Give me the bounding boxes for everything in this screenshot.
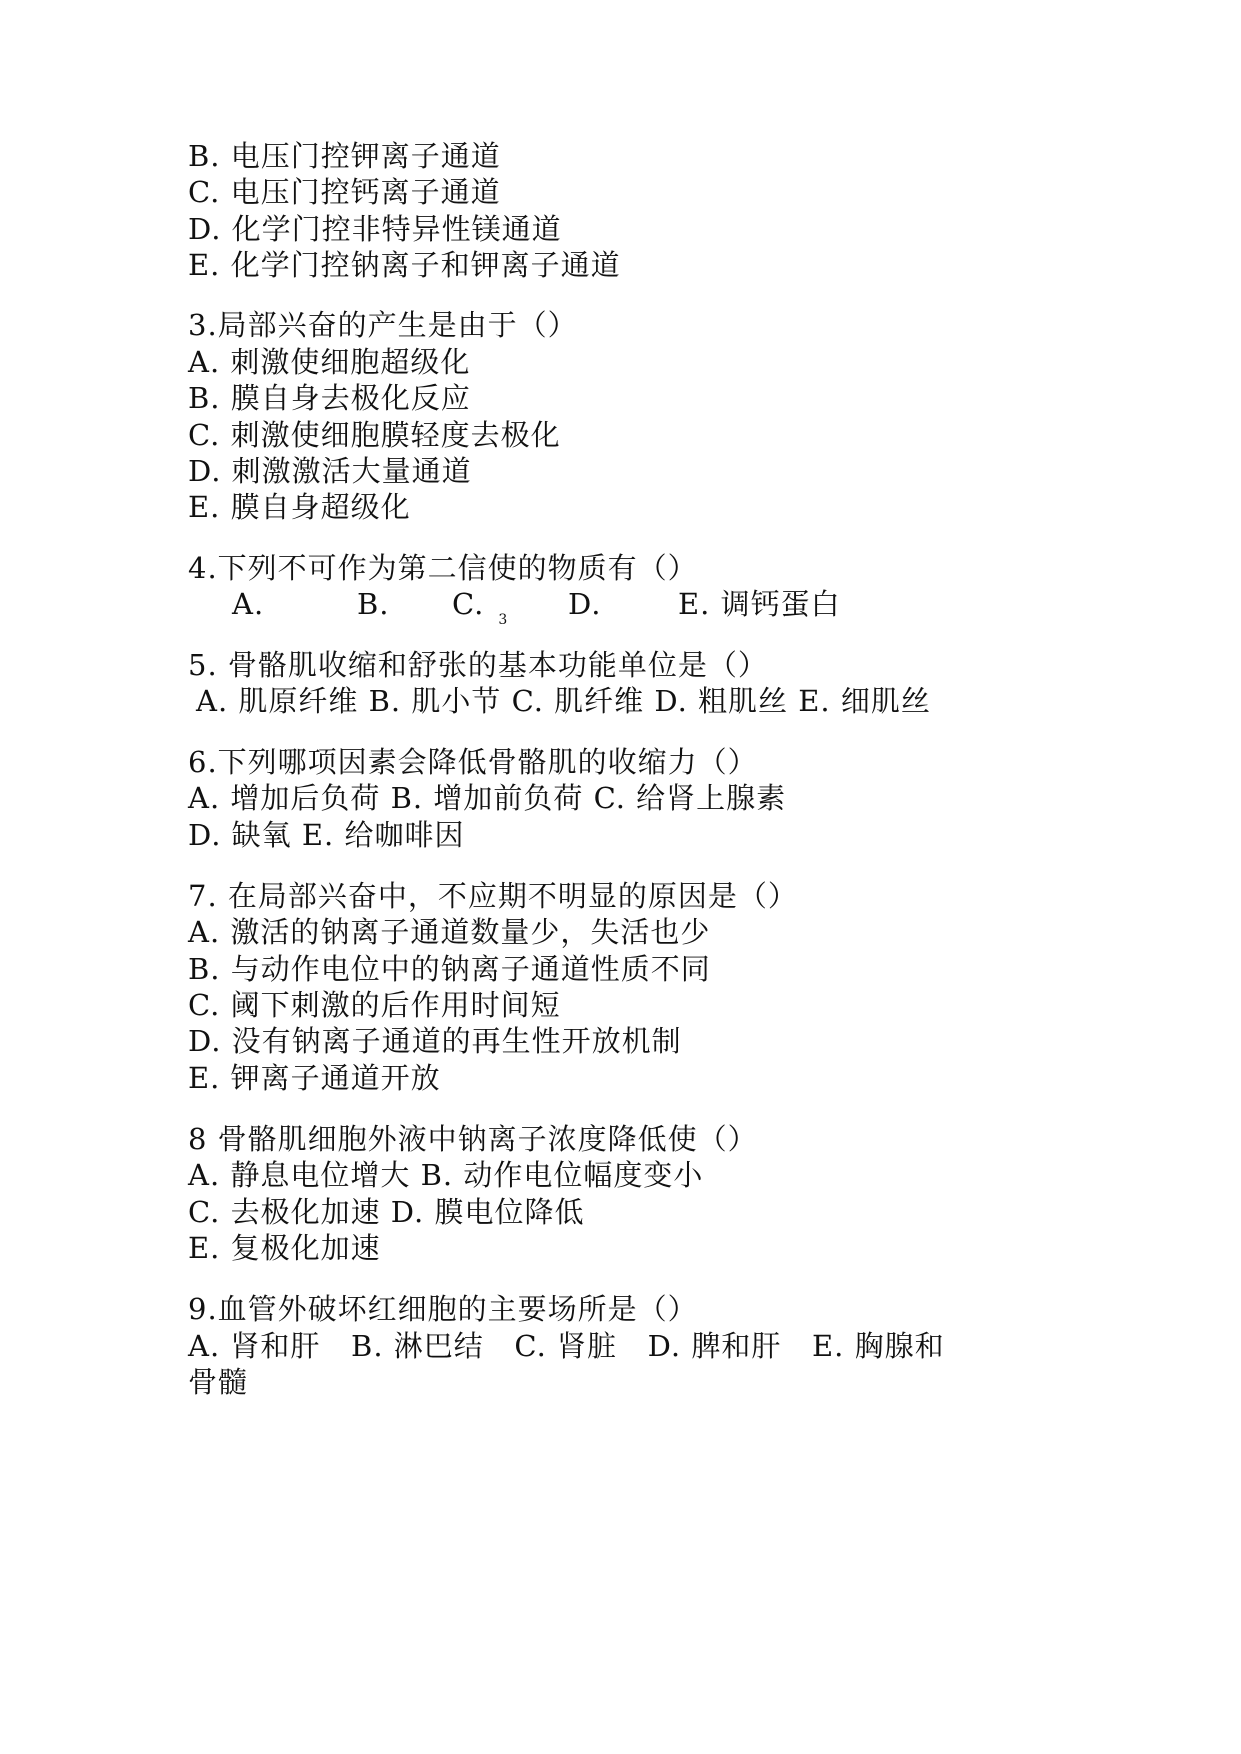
q4-options-row xyxy=(0,584,1241,628)
q9-options-line1: A. 肾和肝 B. 淋巴结 C. 肾脏 D. 脾和肝 E. 胸腺和 xyxy=(188,1329,945,1363)
q3-option-b: B. 膜自身去极化反应 xyxy=(188,381,471,415)
q7-option-b: B. 与动作电位中的钠离子通道性质不同 xyxy=(188,952,711,986)
q2-option-c: C. 电压门控钙离子通道 xyxy=(188,175,501,209)
q5-stem: 5. 骨骼肌收缩和舒张的基本功能单位是（） xyxy=(188,648,768,682)
q9-options-line2: 骨髓 xyxy=(188,1365,249,1399)
q9-stem: 9.血管外破坏红细胞的主要场所是（） xyxy=(188,1292,698,1326)
q7-option-e: E. 钾离子通道开放 xyxy=(188,1061,441,1095)
q8-options-line3: E. 复极化加速 xyxy=(188,1231,381,1265)
q8-options-line2: C. 去极化加速 D. 膜电位降低 xyxy=(188,1195,585,1229)
q3-option-d: D. 刺激激活大量通道 xyxy=(188,454,472,488)
q7-option-c: C. 阈下刺激的后作用时间短 xyxy=(188,988,561,1022)
q7-option-a: A. 激活的钠离子通道数量少，失活也少 xyxy=(188,915,711,949)
q7-stem: 7. 在局部兴奋中，不应期不明显的原因是（） xyxy=(188,879,798,913)
q4-option-b: B. xyxy=(357,587,390,621)
q3-option-a: A. 刺激使细胞超级化 xyxy=(188,345,471,379)
q4-stem: 4.下列不可作为第二信使的物质有（） xyxy=(188,551,698,585)
q7-option-d: D. 没有钠离子通道的再生性开放机制 xyxy=(188,1024,682,1058)
q3-option-c: C. 刺激使细胞膜轻度去极化 xyxy=(188,418,561,452)
q4-option-c xyxy=(452,584,508,630)
q2-option-d: D. 化学门控非特异性镁通道 xyxy=(188,212,562,246)
q4-option-c-subscript: 3 xyxy=(498,612,509,628)
q5-options: A. 肌原纤维 B. 肌小节 C. 肌纤维 D. 粗肌丝 E. 细肌丝 xyxy=(196,684,931,718)
q2-option-e: E. 化学门控钠离子和钾离子通道 xyxy=(188,248,621,282)
q4-option-d: D. xyxy=(568,587,602,621)
q6-options-line2: D. 缺氧 E. 给咖啡因 xyxy=(188,818,465,852)
q8-stem: 8 骨骼肌细胞外液中钠离子浓度降低使（） xyxy=(188,1122,758,1156)
q8-options-line1: A. 静息电位增大 B. 动作电位幅度变小 xyxy=(188,1158,704,1192)
q6-stem: 6.下列哪项因素会降低骨骼肌的收缩力（） xyxy=(188,745,758,779)
q4-option-e: E. 调钙蛋白 xyxy=(678,587,841,621)
q2-option-b: B. 电压门控钾离子通道 xyxy=(188,139,501,173)
q3-stem: 3.局部兴奋的产生是由于（） xyxy=(188,308,578,342)
q3-option-e: E. 膜自身超级化 xyxy=(188,490,411,524)
q6-options-line1: A. 增加后负荷 B. 增加前负荷 C. 给肾上腺素 xyxy=(188,781,787,815)
q4-option-c-label: C. xyxy=(452,587,485,621)
q4-option-a: A. xyxy=(232,587,265,621)
